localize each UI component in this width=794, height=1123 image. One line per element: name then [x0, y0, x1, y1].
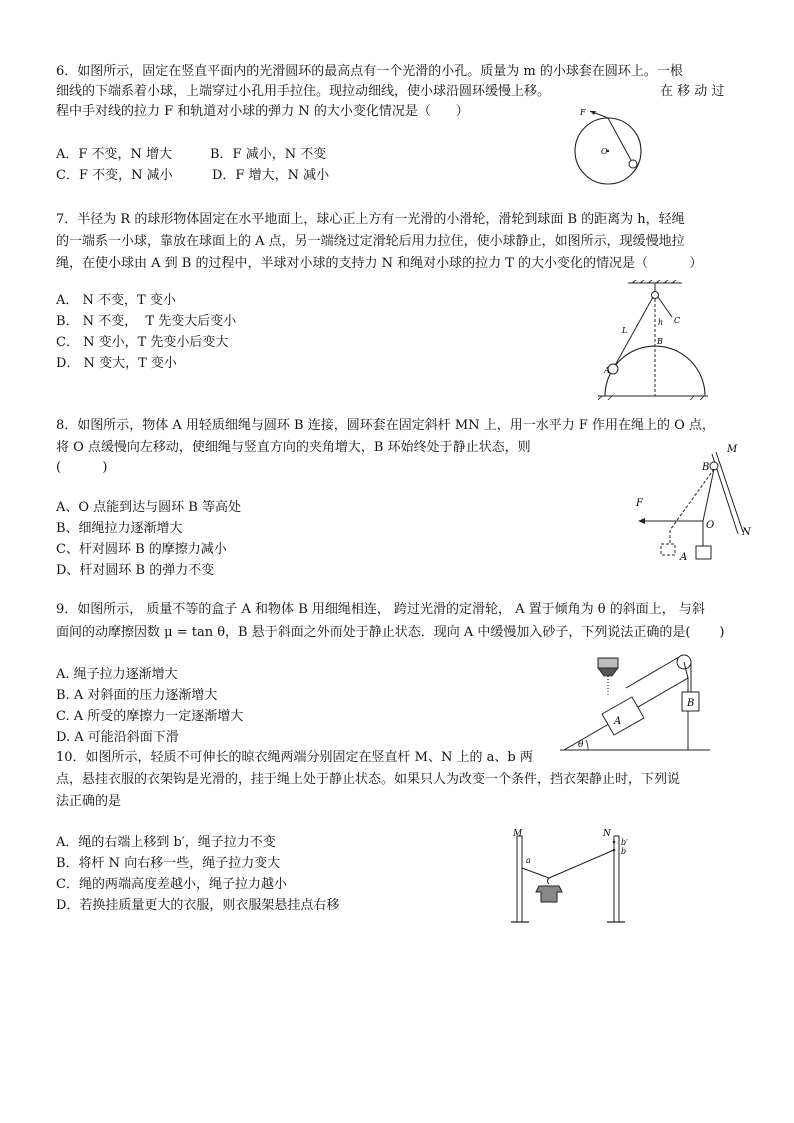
- q7-label-a: A: [604, 366, 610, 375]
- q10-pole-n: [614, 836, 619, 922]
- q10-label-b: b: [621, 847, 627, 856]
- q10-pole-m: [517, 836, 522, 922]
- q9-text-line-2: 面间的动摩擦因数 μ = tan θ，B 悬于斜面之外而处于静止状态．现向 A 中缓慢加入砂子，下列说法正确的是( ): [56, 625, 725, 640]
- q8-text-line-1: 8．如图所示，物体 A 用轻质细绳与圆环 B 连接，圆环套在固定斜杆 MN 上，用一水平力 F 作用在绳上的 O 点，: [56, 418, 715, 433]
- q9-option-b: B. A 对斜面的压力逐渐增大: [56, 688, 218, 703]
- q7-option-b: B． N 不变， T 先变大后变小: [56, 314, 237, 329]
- q7-label-l: L: [622, 326, 628, 335]
- q9-figure-incline: [560, 652, 710, 754]
- q8-rope-upper: [703, 469, 714, 521]
- q10-text-line-1: 10．如图所示，轻质不可伸长的晾衣绳两端分别固定在竖直杆 M、N 上的 a、b 两: [56, 750, 533, 765]
- q8-text-line-3: ( ): [56, 460, 108, 475]
- q8-label-m: M: [727, 444, 738, 455]
- q8-ring-b: [710, 462, 718, 470]
- q8-label-n: N: [742, 527, 751, 538]
- q10-label-bp: b′: [621, 838, 628, 847]
- q9-sand-hopper: [598, 658, 618, 668]
- q10-label-n: N: [603, 829, 611, 839]
- q8-label-f: F: [636, 498, 643, 509]
- q6-label-o: O: [601, 147, 608, 156]
- q8-label-b: B: [702, 462, 710, 473]
- q7-label-b: B: [657, 337, 663, 346]
- q10-point-b: [613, 849, 616, 852]
- q7-ground-hatch: [598, 396, 704, 400]
- q6-label-f: F: [580, 108, 586, 117]
- q6-option-a: A．F 不变，N 增大: [56, 147, 173, 162]
- q6-figure-ring: [570, 105, 650, 195]
- q8-label-a: A: [680, 552, 688, 563]
- q9-angle-arc: [586, 740, 588, 750]
- q8-option-c: C、杆对圆环 B 的摩擦力减小: [56, 542, 227, 557]
- q8-option-d: D、杆对圆环 B 的弹力不变: [56, 563, 215, 578]
- q7-option-a: A． N 不变，T 变小: [56, 293, 176, 308]
- q9-hopper-funnel: [598, 668, 618, 676]
- q10-text-line-3: 法正确的是: [56, 794, 122, 809]
- q7-figure-hemisphere: [598, 280, 708, 400]
- q6-text-line-2b: 在 移 动 过: [660, 84, 725, 99]
- q9-rope-a: [626, 657, 679, 688]
- q8-rod-right: [716, 452, 743, 532]
- q8-option-b: B、细绳拉力逐渐增大: [56, 521, 183, 536]
- q10-option-c: C．绳的两端高度差越小，绳子拉力越小: [56, 877, 287, 892]
- q9-label-theta: θ: [578, 740, 584, 750]
- q10-option-a: A．绳的右端上移到 b′，绳子拉力不变: [56, 835, 276, 850]
- q7-text-line-2: 的一端系一小球，靠放在球面上的 A 点，另一端绕过定滑轮后用力拉住，使小球静止，如图所示，现缓慢地拉: [56, 234, 685, 249]
- q6-option-d: D．F 增大，N 减小: [212, 168, 330, 183]
- q7-text-line-3: 绳，在使小球由 A 到 B 的过程中，半球对小球的支持力 N 和绳对小球的拉力 T 的大小变化的情况是（ ）: [56, 256, 703, 271]
- q10-rope-right: [549, 850, 614, 878]
- q10-label-a: a: [526, 856, 531, 865]
- q6-option-b: B．F 减小，N 不变: [210, 147, 327, 162]
- q7-label-c: C: [674, 316, 681, 325]
- q8-force-arrow-icon: [638, 518, 645, 524]
- q10-option-d: D．若换挂质量更大的衣服，则衣服架悬挂点右移: [56, 898, 340, 913]
- q7-option-d: D． N 变大，T 变小: [56, 356, 177, 371]
- q9-label-b: B: [687, 698, 695, 709]
- q7-option-c: C． N 变小，T 先变小后变大: [56, 335, 229, 350]
- q9-label-a: A: [614, 716, 622, 727]
- q10-text-line-2: 点，悬挂衣服的衣架钩是光滑的，挂于绳上处于静止状态。如果只人为改变一个条件，挡衣架静止时，下列说: [56, 772, 681, 787]
- q7-label-h: h: [658, 318, 664, 327]
- q6-option-c: C．F 不变，N 减小: [56, 168, 173, 183]
- q10-option-b: B．将杆 N 向右移一些，绳子拉力变大: [56, 856, 281, 871]
- q9-option-a: A. 绳子拉力逐渐增大: [56, 667, 178, 682]
- q8-block-a: [696, 546, 711, 559]
- q10-shirt-icon: [536, 886, 562, 902]
- q10-figure-clothesline: [503, 826, 633, 928]
- q8-figure-inclined-rod: [630, 440, 760, 564]
- q7-rope-l: [613, 297, 653, 369]
- q8-option-a: A、O 点能到达与圆环 B 等高处: [56, 500, 241, 515]
- q10-point-bp: [613, 841, 616, 844]
- q9-box-a: [602, 697, 644, 735]
- q10-label-m: M: [513, 829, 523, 839]
- q9-option-c: C. A 所受的摩擦力一定逐渐增大: [56, 709, 244, 724]
- q8-text-line-2: 将 O 点缓慢向左移动，使细绳与竖直方向的夹角增大，B 环始终处于静止状态，则: [56, 440, 531, 455]
- q6-text-line-1: 6．如图所示，固定在竖直平面内的光滑圆环的最高点有一个光滑的小孔。质量为 m 的小球套在圆环上。一根: [56, 64, 683, 79]
- q8-label-o: O: [706, 520, 715, 531]
- q6-ball: [629, 160, 637, 168]
- q6-text-line-3: 程中手对线的拉力 F 和轨道对小球的弹力 N 的大小变化情况是（ ）: [56, 104, 469, 119]
- q7-text-line-1: 7．半径为 R 的球形物体固定在水平地面上，球心正上方有一光滑的小滑轮，滑轮到球面 B 的距离为 h，轻绳: [56, 212, 685, 227]
- q10-rope-left: [522, 868, 549, 878]
- q10-hanger-hook: [548, 878, 550, 884]
- q9-text-line-1: 9．如图所示， 质量不等的盒子 A 和物体 B 用细绳相连， 跨过光滑的定滑轮， A 置于倾角为 θ 的斜面上， 与斜: [56, 602, 705, 617]
- q6-text-line-2: 细线的下端系着小球，上端穿过小孔用手拉住。现拉动细线，使小球沿圆环缓慢上移。: [56, 84, 551, 99]
- q9-option-d: D. A 可能沿斜面下滑: [56, 730, 179, 745]
- q8-block-dashed: [661, 544, 675, 555]
- q7-rope-c: [658, 297, 672, 317]
